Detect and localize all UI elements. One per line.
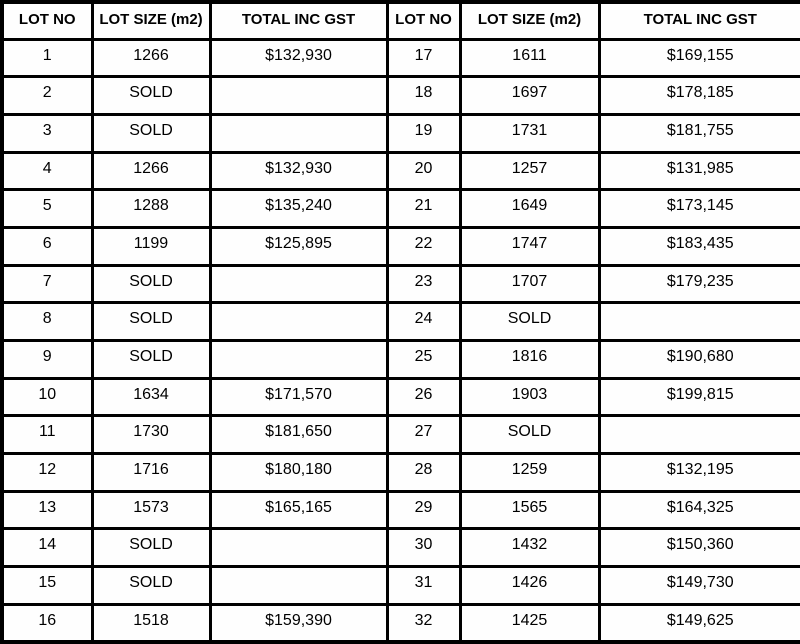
lot-no-cell: 9 [2,341,92,379]
lot-no-cell: 20 [387,152,460,190]
lot-size-cell: 1730 [92,416,210,454]
table-row [2,529,800,567]
lot-size-cell: 1199 [92,227,210,265]
lot-size-cell: 1697 [460,77,599,115]
table-row [2,152,800,190]
lot-no-cell: 15 [2,567,92,605]
lot-no-cell: 18 [387,77,460,115]
lot-size-cell: SOLD [460,416,599,454]
total-cell: $180,180 [210,454,387,492]
lot-size-cell: 1649 [460,190,599,228]
lot-no-cell: 7 [2,265,92,303]
total-cell [210,77,387,115]
total-cell: $181,755 [599,114,800,152]
lot-no-cell: 23 [387,265,460,303]
total-cell: $173,145 [599,190,800,228]
total-cell [599,303,800,341]
table-header [2,2,800,39]
total-cell: $181,650 [210,416,387,454]
lot-size-cell: 1257 [460,152,599,190]
lot-no-cell: 26 [387,378,460,416]
lot-size-cell: SOLD [92,567,210,605]
total-cell: $199,815 [599,378,800,416]
table-row [2,39,800,77]
lot-no-cell: 28 [387,454,460,492]
lot-no-cell: 6 [2,227,92,265]
table-row [2,378,800,416]
table-row [2,114,800,152]
lot-size-cell: 1425 [460,604,599,642]
header-row [2,2,800,39]
lot-no-cell: 24 [387,303,460,341]
total-cell: $150,360 [599,529,800,567]
total-cell: $171,570 [210,378,387,416]
header-lot-size-right: LOT SIZE (m2) [460,2,599,39]
lot-size-cell: 1731 [460,114,599,152]
lot-size-cell: 1288 [92,190,210,228]
total-cell: $183,435 [599,227,800,265]
lot-size-cell: 1707 [460,265,599,303]
total-cell: $132,930 [210,152,387,190]
lot-no-cell: 29 [387,491,460,529]
total-cell: $135,240 [210,190,387,228]
lot-size-cell: 1432 [460,529,599,567]
lot-no-cell: 17 [387,39,460,77]
lot-size-cell: 1816 [460,341,599,379]
total-cell: $178,185 [599,77,800,115]
total-cell [210,303,387,341]
lot-size-cell: SOLD [92,114,210,152]
lot-no-cell: 14 [2,529,92,567]
lot-size-cell: 1426 [460,567,599,605]
header-total-left: TOTAL INC GST [210,2,387,39]
lot-no-cell: 12 [2,454,92,492]
lot-size-cell: SOLD [92,341,210,379]
table-row [2,227,800,265]
lot-size-cell: 1259 [460,454,599,492]
table-row [2,265,800,303]
lot-no-cell: 5 [2,190,92,228]
total-cell: $159,390 [210,604,387,642]
total-cell [599,416,800,454]
lot-no-cell: 8 [2,303,92,341]
lot-size-cell: SOLD [92,529,210,567]
lot-no-cell: 1 [2,39,92,77]
total-cell: $125,895 [210,227,387,265]
total-cell: $149,625 [599,604,800,642]
table-row [2,77,800,115]
total-cell [210,114,387,152]
total-cell: $132,930 [210,39,387,77]
lot-size-cell: 1747 [460,227,599,265]
table-row [2,341,800,379]
total-cell: $164,325 [599,491,800,529]
lot-size-cell: 1716 [92,454,210,492]
lot-no-cell: 30 [387,529,460,567]
total-cell: $190,680 [599,341,800,379]
table-row [2,190,800,228]
total-cell [210,567,387,605]
lot-no-cell: 32 [387,604,460,642]
lot-size-cell: 1266 [92,39,210,77]
lot-no-cell: 10 [2,378,92,416]
header-total-right: TOTAL INC GST [599,2,800,39]
header-lot-no-left: LOT NO [2,2,92,39]
lot-size-cell: SOLD [92,77,210,115]
lot-no-cell: 4 [2,152,92,190]
total-cell: $149,730 [599,567,800,605]
total-cell: $131,985 [599,152,800,190]
lot-size-cell: 1518 [92,604,210,642]
lot-no-cell: 25 [387,341,460,379]
lot-size-cell: SOLD [460,303,599,341]
lot-size-cell: SOLD [92,265,210,303]
lot-size-cell: 1634 [92,378,210,416]
lot-size-cell: 1903 [460,378,599,416]
table-row [2,567,800,605]
table-row [2,604,800,642]
lot-no-cell: 21 [387,190,460,228]
lot-no-cell: 27 [387,416,460,454]
total-cell: $179,235 [599,265,800,303]
lot-no-cell: 22 [387,227,460,265]
table-body [2,39,800,642]
lot-size-cell: SOLD [92,303,210,341]
header-lot-no-right: LOT NO [387,2,460,39]
lot-no-cell: 19 [387,114,460,152]
table-row [2,303,800,341]
table-row [2,454,800,492]
lot-no-cell: 2 [2,77,92,115]
total-cell: $169,155 [599,39,800,77]
table-row [2,491,800,529]
lot-no-cell: 11 [2,416,92,454]
lot-no-cell: 31 [387,567,460,605]
lot-size-cell: 1266 [92,152,210,190]
lot-size-cell: 1573 [92,491,210,529]
lot-size-cell: 1611 [460,39,599,77]
total-cell [210,265,387,303]
lot-size-cell: 1565 [460,491,599,529]
table-row [2,416,800,454]
total-cell: $132,195 [599,454,800,492]
lot-no-cell: 13 [2,491,92,529]
header-lot-size-left: LOT SIZE (m2) [92,2,210,39]
lot-no-cell: 3 [2,114,92,152]
total-cell: $165,165 [210,491,387,529]
total-cell [210,341,387,379]
total-cell [210,529,387,567]
lot-no-cell: 16 [2,604,92,642]
